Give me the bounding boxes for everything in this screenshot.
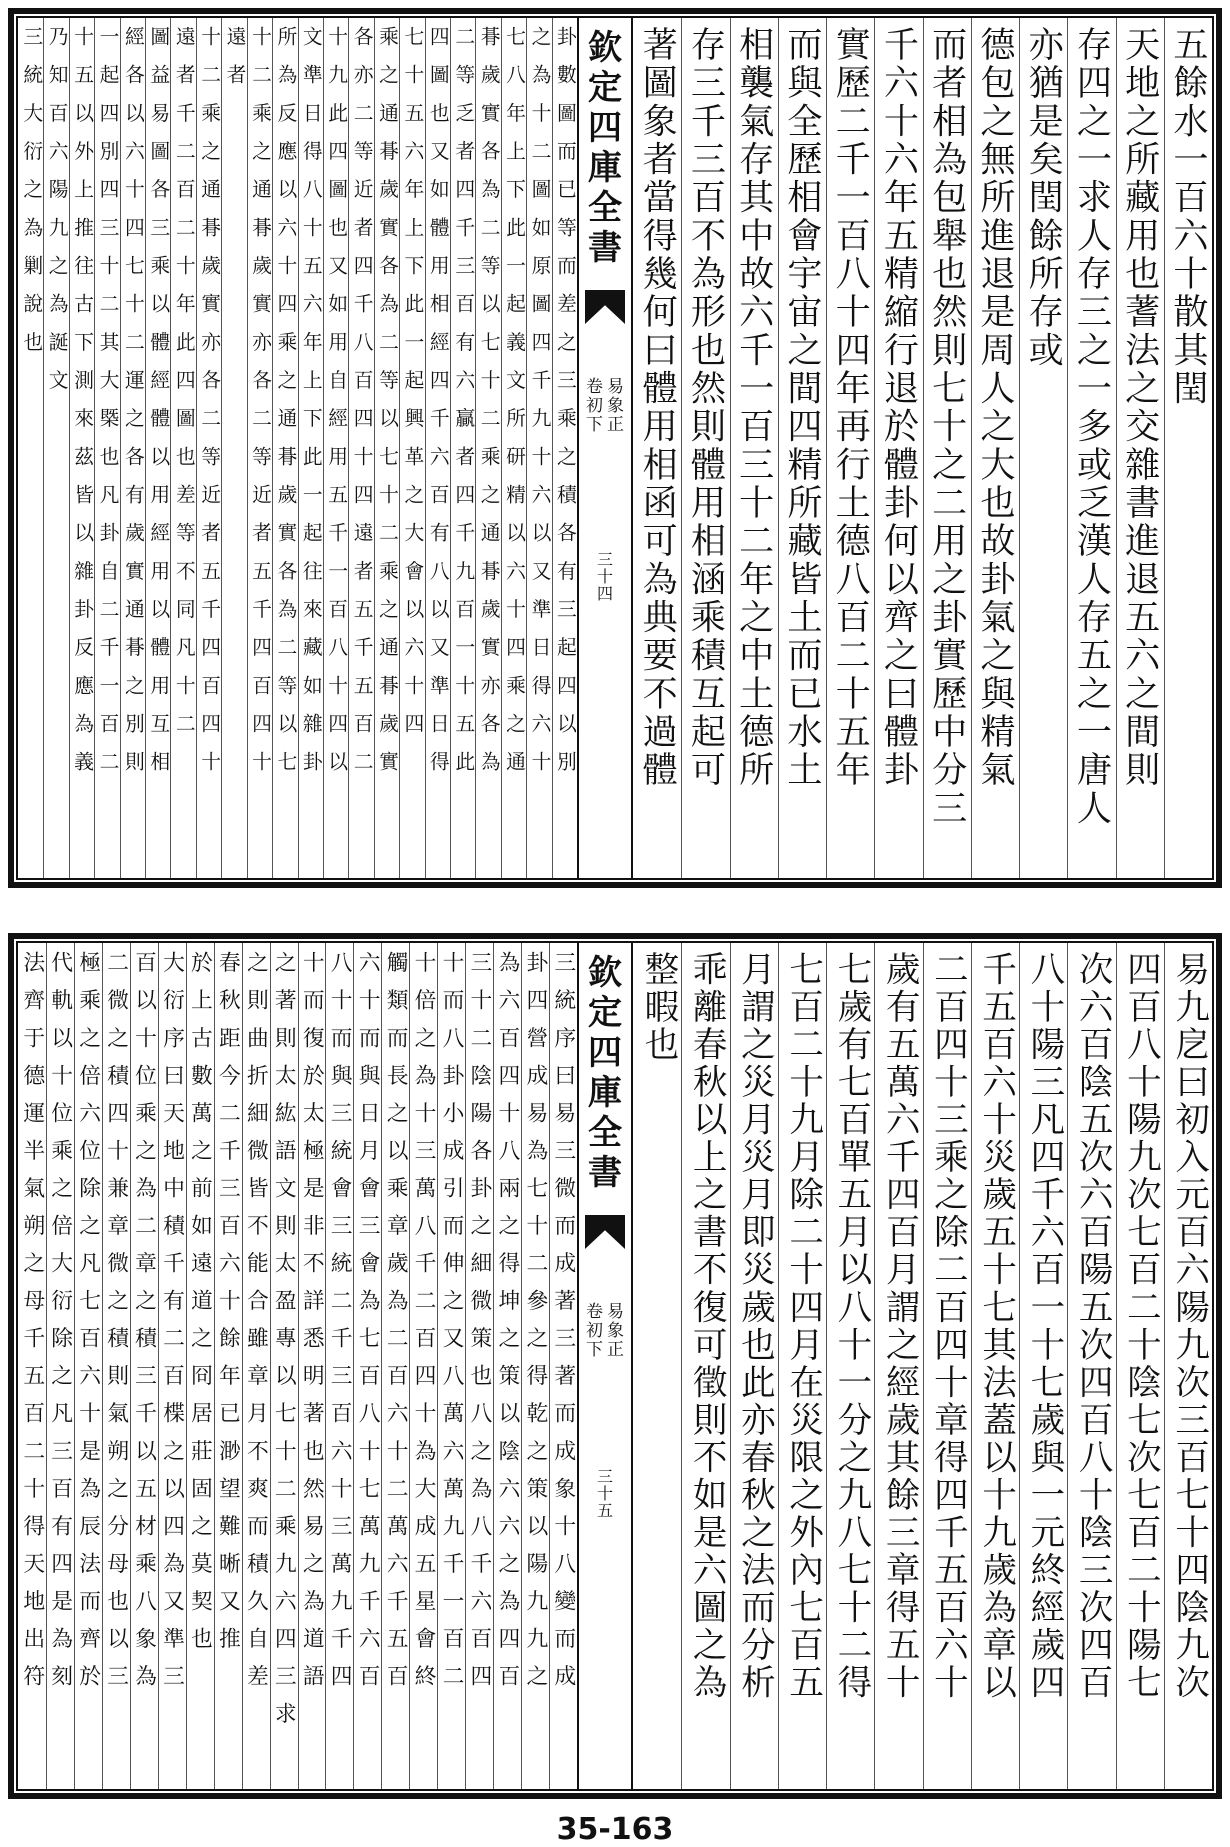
left-column-text: 遠者 (223, 26, 247, 103)
right-column-text: 八十陽三凡四千六百一十七歲與一元終經歲四 (1023, 951, 1064, 1702)
right-column-text: 而與全歷相會宇宙之間四精所藏皆土而已水土 (781, 26, 823, 790)
book-title: 欽 定 四 庫 全 書 (588, 28, 622, 268)
column-rule (74, 943, 75, 1789)
left-column-text: 三十二陰陽各卦之細微策也八之為八千六百四 (466, 951, 492, 1702)
left-column-text: 遠者千二百二十年此四圖也差等不同凡十二 (172, 26, 196, 752)
left-column (18, 943, 46, 1789)
right-column-text: 易九戹曰初入元百六陽九次三百七十四陰九次 (1168, 951, 1209, 1702)
column-rule (298, 18, 299, 878)
column-rule (425, 18, 426, 878)
right-column (874, 18, 922, 878)
left-column-text: 十二乘之通朞歲實亦各二等近者五千四百四十 (197, 26, 221, 790)
right-column (633, 18, 681, 878)
column-rule (730, 18, 731, 878)
column-rule (272, 18, 273, 878)
column-rule (501, 18, 502, 878)
column-rule (196, 18, 197, 878)
right-column-text: 乖離春秋以上之書不復可徵則不如是六圖之為 (686, 951, 727, 1702)
center-title-column (577, 943, 633, 1789)
left-column-text: 乃知百六陽九之為誕文 (45, 26, 69, 408)
right-column (1164, 18, 1212, 878)
left-column-text: 百以十位乘之為二章之積三千以五材乘八象為 (131, 951, 157, 1702)
column-rule (1067, 18, 1068, 878)
column-rule (409, 943, 410, 1789)
footer-page-label: 35-163 (556, 1812, 674, 1847)
column-rule (1164, 943, 1165, 1789)
column-rule (778, 18, 779, 878)
right-column (633, 943, 681, 1789)
column-rule (381, 943, 382, 1789)
right-column (681, 18, 729, 878)
column-rule (43, 18, 44, 878)
bottom-page-text-area (18, 943, 1212, 1789)
column-rule (1019, 18, 1020, 878)
left-column-text: 法齊于德運半氣朔之母千五百二十得天地出符 (19, 951, 45, 1702)
right-column (874, 943, 922, 1789)
column-rule (681, 943, 682, 1789)
left-column-text: 之為十二圖如原圖四千九十六以又準日得六十 (527, 26, 551, 790)
page-number: 三 十 五 (596, 1466, 613, 1520)
column-rule (353, 943, 354, 1789)
column-rule (270, 943, 271, 1789)
right-column (778, 18, 826, 878)
right-column-text: 亦猶是矣閏餘所存或 (1023, 26, 1065, 370)
left-column (247, 18, 272, 878)
left-column-text: 代軌以十位乘之倍大衍除之凡三百有四是為刻 (47, 951, 73, 1702)
column-rule (526, 18, 527, 878)
left-column-text: 觸類而長之以乘章歲為二百六十二萬六千五百 (383, 951, 409, 1702)
page-number: 三 十 四 (596, 550, 613, 604)
left-column-text: 七十五六年上下此一起興革之大會以六十四 (400, 26, 424, 752)
right-column-text: 四百八十陽九次七百二十陰七次七百二十陽七 (1120, 951, 1161, 1702)
right-column-text: 著圖象者當得幾何曰體用相函可為典要不過體 (637, 26, 679, 790)
left-column-text: 十而復於太極是非不詳悉明著也然易之為道語 (299, 951, 325, 1702)
column-rule (120, 18, 121, 878)
left-column-text: 文準日得八十五六年上下此一起往來藏如雜卦 (299, 26, 323, 790)
right-column-text: 月謂之災月災月即災歲也此亦春秋之法而分析 (734, 951, 775, 1702)
right-column (826, 943, 874, 1789)
column-rule (465, 943, 466, 1789)
left-column-text: 三統序曰易三微而成著三著而成象十八變而成 (550, 951, 576, 1702)
bottom-page (0, 925, 1230, 1805)
column-rule (130, 943, 131, 1789)
column-rule (874, 943, 875, 1789)
right-column (1019, 943, 1067, 1789)
left-column-text: 三統大衍之為剿說也 (19, 26, 43, 370)
right-column-text: 整暇也 (637, 951, 678, 1064)
column-rule (298, 943, 299, 1789)
column-rule (323, 18, 324, 878)
right-column-text: 存三千三百不為形也然則體用相涵乘積互起可 (685, 26, 727, 790)
left-column-text: 卦四營成易為七十二參之得乾之策以陽九九之 (522, 951, 548, 1702)
right-column (730, 18, 778, 878)
column-rule (521, 943, 522, 1789)
book-title: 欽 定 四 庫 全 書 (588, 953, 622, 1193)
left-column-text: 卦數圖而已等而差之三乘之積各有三起四以別 (553, 26, 577, 790)
column-rule (826, 943, 827, 1789)
right-column (1019, 18, 1067, 878)
column-rule (437, 943, 438, 1789)
column-rule (348, 18, 349, 878)
column-rule (1019, 943, 1020, 1789)
left-column-text: 七八年上下此一起義文所研精以六十四乘之通 (502, 26, 526, 790)
column-rule (69, 18, 70, 878)
column-rule (1116, 943, 1117, 1789)
left-column-text: 一起四別四三十二其大槩也凡卦自二千一百二 (96, 26, 120, 790)
right-column-text: 德包之無所進退是周人之大也故卦氣之與精氣 (974, 26, 1016, 790)
column-rule (94, 18, 95, 878)
left-column (18, 18, 43, 878)
column-rule (874, 18, 875, 878)
column-rule (475, 18, 476, 878)
left-column-text: 十五以外上推往古下測來茲皆以雜卦反應為義 (70, 26, 94, 790)
left-column-text: 極乘之倍六位除之凡七百六十是為辰法而齊於 (75, 951, 101, 1702)
left-column-text: 春秋距今二千三百六十餘年已渺望難晰又推 (215, 951, 241, 1665)
column-rule (1067, 943, 1068, 1789)
left-column-text: 四圖也又如體用相經四千六百有八以又準日得 (426, 26, 450, 790)
chapter-label: 卷 初 下 易 象 正 (586, 1302, 624, 1360)
right-column-text: 而者相為包舉也然則七十之二用之卦實歷中分三 (926, 26, 968, 828)
right-column-text: 天地之所藏用也蓍法之交雜書進退五六之間則 (1119, 26, 1161, 790)
right-column (1116, 18, 1164, 878)
fishtail-mark (585, 1215, 625, 1249)
column-rule (923, 943, 924, 1789)
column-rule (493, 943, 494, 1789)
column-rule (46, 943, 47, 1789)
left-column-text: 二等乏者四千三百有六贏者四千九百一十五此 (451, 26, 475, 790)
left-column-text: 八十而與三統會三統二千三百六十三萬九千四 (327, 951, 353, 1702)
column-rule (971, 18, 972, 878)
right-column (826, 18, 874, 878)
right-column-text: 千六十六年五精縮行退於體卦何以齊之曰體卦 (878, 26, 920, 790)
column-rule (374, 18, 375, 878)
column-rule (247, 18, 248, 878)
column-rule (450, 18, 451, 878)
right-column-text: 歲有五萬六千四百月謂之經歲其餘三章得五十 (879, 951, 920, 1702)
left-column-text: 乘之通朞歲實各為二等以七十二乘之通朞歲實 (375, 26, 399, 790)
left-column-text: 十而八卦小成引而伸之又八萬六萬九千一百二 (439, 951, 464, 1702)
left-column-text: 之則曲折細微皆不能合雖章月不爽而積久自差 (243, 951, 269, 1702)
right-column (1164, 943, 1212, 1789)
column-rule (242, 943, 243, 1789)
right-column (971, 943, 1019, 1789)
left-column-text: 於上古數萬之前如遠道之冏居莊固之莫契也 (187, 951, 213, 1665)
right-column-text: 千五百六十災歲五十七其法蓋以十九歲為章以 (975, 951, 1016, 1702)
left-column-text: 大衍序曰天地中積千有二百楪之以四為又準三 (159, 951, 185, 1702)
column-rule (102, 943, 103, 1789)
column-rule (221, 18, 222, 878)
column-rule (1116, 18, 1117, 878)
right-column-text: 二百四十三乘之除二百四十章得四千五百六十 (927, 951, 968, 1702)
right-column-text: 存四之一求人存三之一多或乏漢人存五之一唐人 (1071, 26, 1113, 828)
column-rule (399, 18, 400, 878)
column-rule (778, 943, 779, 1789)
column-rule (186, 943, 187, 1789)
right-column-text: 實歷二千一百八十四年再行土德八百二十五年 (830, 26, 872, 790)
right-column-text: 五餘水一百六十散其閏 (1167, 26, 1209, 408)
left-column-text: 為六百四十八兩之得坤之策以陰六六之為四百 (494, 951, 520, 1702)
left-column-text: 所為反應以六十四乘之通朞歲實各為二等以七 (273, 26, 297, 790)
right-column-text: 七百二十九月除二十四月在災限之外內七百五 (782, 951, 823, 1702)
center-title-column (577, 18, 633, 878)
left-column-text: 十九此四圖也又如用自經用五千一百八十四以 (324, 26, 348, 790)
left-column-text: 二微之積四十兼章微之積則氣朔之分母也以三 (103, 951, 129, 1702)
right-column (923, 943, 971, 1789)
right-column (778, 943, 826, 1789)
right-column-text: 次六百陰五次六百陽五次四百八十陰三次四百 (1072, 951, 1113, 1702)
fishtail-mark (585, 290, 625, 324)
right-column (681, 943, 729, 1789)
column-rule (971, 943, 972, 1789)
column-rule (1164, 18, 1165, 878)
right-column-text: 相襲氣存其中故六千一百三十二年之中土德所 (733, 26, 775, 790)
right-column (730, 943, 778, 1789)
left-column-text: 各亦二等近者四千八百四十四遠者五千五百二 (350, 26, 374, 790)
left-column-text: 圖益易圖各三乘以體經體以用經用以體用互相 (146, 26, 170, 790)
chapter-label: 卷 初 下 易 象 正 (586, 377, 624, 435)
column-rule (170, 18, 171, 878)
right-column-text: 七歲有七百單五月以八十一分之九八七十二得 (830, 951, 871, 1702)
left-column-text: 之著則太紘語文則太盈專以七十二乘九六四三求 (271, 951, 297, 1740)
top-page (0, 0, 1230, 900)
right-column (1067, 943, 1115, 1789)
column-rule (549, 943, 550, 1789)
column-rule (158, 943, 159, 1789)
right-column (923, 18, 971, 878)
left-column-text: 十二乘之通朞歲實亦各二等近者五千四百四十 (248, 26, 272, 790)
column-rule (923, 18, 924, 878)
column-rule (214, 943, 215, 1789)
left-column-text: 十倍之為十三萬八千二百四十為大成五星會終 (411, 951, 437, 1702)
column-rule (681, 18, 682, 878)
column-rule (145, 18, 146, 878)
column-rule (730, 943, 731, 1789)
right-column (1067, 18, 1115, 878)
column-rule (826, 18, 827, 878)
column-rule (552, 18, 553, 878)
right-column (971, 18, 1019, 878)
left-column-text: 經各以六十四七十二運之各有歲實通朞之別則 (121, 26, 145, 790)
right-column (1116, 943, 1164, 1789)
top-page-text-area (18, 18, 1212, 878)
column-rule (325, 943, 326, 1789)
left-column-text: 六十而與日月會三會為七百八十七萬九千六百 (355, 951, 381, 1702)
left-column-text: 朞歲實各為二等以七十二乘之通朞歲實亦各為 (477, 26, 501, 790)
